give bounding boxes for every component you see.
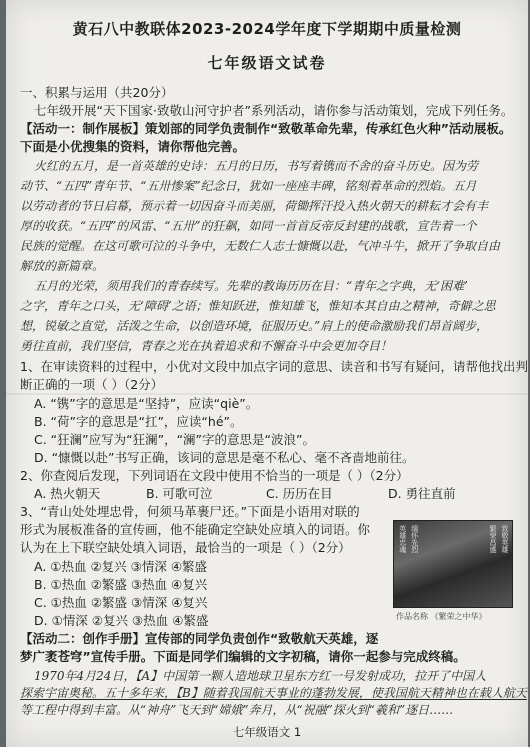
poster-text: 致敬英雄 — [501, 525, 509, 553]
q2-option: C. 历历在目 — [266, 486, 333, 501]
passage-line: 以劳动者的节日启幕，预示着一切因奋斗而美丽，荷锄挥汗投入热火朝天的耕耘才会有丰 — [20, 199, 489, 213]
poster-text: 缅怀先烈 — [410, 525, 419, 553]
passage2-line: 1970年4月24日，【A】中国第一颗人造地球卫星东方红一号发射成功，拉开了中国人 — [34, 669, 487, 683]
activity1-heading: 【活动一：制作展板】策划部的同学负责制作“致敬革命先辈，传承红色火种”活动展板。 — [20, 121, 512, 136]
exam-subtitle: 七年级语文试卷 — [207, 54, 327, 72]
activity2-heading: 【活动二：创作手册】宣传部的同学负责创作“致敬航天英雄，逐 — [20, 631, 379, 646]
passage2-line: 等工程中得到丰富。从“神舟”飞天到“嫦娥”奔月，从“祝融”探火到“羲和”逐日…… — [20, 703, 454, 717]
poster-text: 繁荣昌盛 — [489, 525, 497, 553]
passage-line: 之字，青年之口头，无‘障碍’之语；惟知跃进，惟知雄飞，惟知本其自由之精神，奇僻之思 — [20, 299, 496, 313]
poster-caption: 作品名称 《繁荣之中华》 — [396, 612, 487, 621]
question-3: 认为在上下联空缺处填入词语，最恰当的一项是（ ）（2分） — [20, 540, 351, 555]
q2-option: A. 热火朝天 — [34, 486, 101, 501]
q3-option: A. ①热血 ②复兴 ③情深 ④繁盛 — [34, 559, 208, 574]
poster-text: 英雄忠魂 — [398, 525, 407, 553]
passage-line: 勇往直前，我们坚信，青春之光在执着追求和不懈奋斗中会更加夺目！ — [20, 339, 393, 353]
activity1-text: 下面是小优搜集的资料，请你帮他完善。 — [20, 139, 246, 154]
q3-option: C. ①热血 ②繁盛 ③情深 ④复兴 — [34, 595, 208, 610]
question-3: 3、“青山处处埋忠骨，何须马革裹尸还。”下面是小语用对联的 — [20, 504, 360, 519]
q1-option: C. “狂澜”应写为“狂澜”，“澜”字的意思是“波浪”。 — [34, 432, 315, 447]
q2-option: B. 可歌可泣 — [146, 486, 213, 501]
section-heading: 一、积累与运用（共20分） — [20, 85, 174, 100]
intro-text: 七年级开展“天下国家·致敬山河守护者”系列活动，请你参与活动策划，完成下列任务。 — [34, 103, 514, 118]
passage-line: 五月的光荣，须用我们的青春续写。先辈的教诲历历在目：“青年之字典，无‘困难’ — [34, 279, 468, 293]
poster-image — [393, 520, 513, 608]
question-1: 1、在审读资料的过程中，小优对文段中加点字词的意思、读音和书写有疑问，请帮他找出判 — [20, 359, 528, 374]
question-1: 断正确的一项（ ）（2分） — [20, 377, 164, 392]
activity2-text: 梦广袤苍穹”宣传手册。下面是同学们编辑的文字初稿，请你一起参与完成终稿。 — [20, 649, 466, 664]
question-3: 形式为展板准备的宣传画，他不能确定空缺处应填入的词语。你 — [20, 522, 371, 537]
passage-line: 民族的觉醒。在这可歌可泣的斗争中，无数仁人志士慷慨以赴，气冲斗牛，掀开了争取自由 — [20, 239, 501, 253]
passage-line: 厚的收获。“五四”的风雷、“五卅”的狂飙，如同一首首反帝反封建的战歌，宣告着一个 — [20, 219, 477, 233]
question-2: 2、你查阅后发现，下列词语在文段中使用不恰当的一项是（ ）（2分） — [20, 468, 409, 483]
q3-option: B. ①热血 ②繁盛 ③热血 ④复兴 — [34, 577, 208, 592]
q3-option: D. ①情深 ②复兴 ③热血 ④繁盛 — [34, 613, 209, 628]
exam-paper — [6, 0, 528, 747]
passage2-line: 探索宇宙奥秘。五十多年来，【B】随着我国航天事业的蓬勃发展，使我国航天精神也在载人航天 — [20, 686, 527, 700]
q2-option: D. 勇往直前 — [388, 486, 456, 501]
exam-title: 黄石八中教联体2023-2024学年度下学期期中质量检测 — [72, 20, 462, 38]
page-footer: 七年级语文 1 — [232, 725, 302, 739]
passage-line: 解放的新篇章。 — [20, 259, 105, 273]
q1-option: A. “镌”字的意思是“坚持”，应读“qiè”。 — [34, 396, 259, 411]
q1-option: B. “荷”字的意思是“扛”，应读“hé”。 — [34, 414, 243, 429]
passage-line: 火红的五月，是一首英雄的史诗：五月的日历，书写着镌而不舍的奋斗历史。因为劳 — [34, 159, 479, 173]
q1-option: D. “慷慨以赴”书写正确，该词的意思是毫不私心、毫不吝啬地前往。 — [34, 450, 415, 465]
passage-line: 想，锐敏之直觉，活泼之生命，以创造环境，征服历史。”肩上的使命激励我们昂首阔步， — [20, 319, 489, 333]
passage-line: 动节、“五四”青年节、“五卅惨案”纪念日，犹如一座座丰碑，铭刻着革命的烈焰。五月 — [20, 179, 477, 193]
